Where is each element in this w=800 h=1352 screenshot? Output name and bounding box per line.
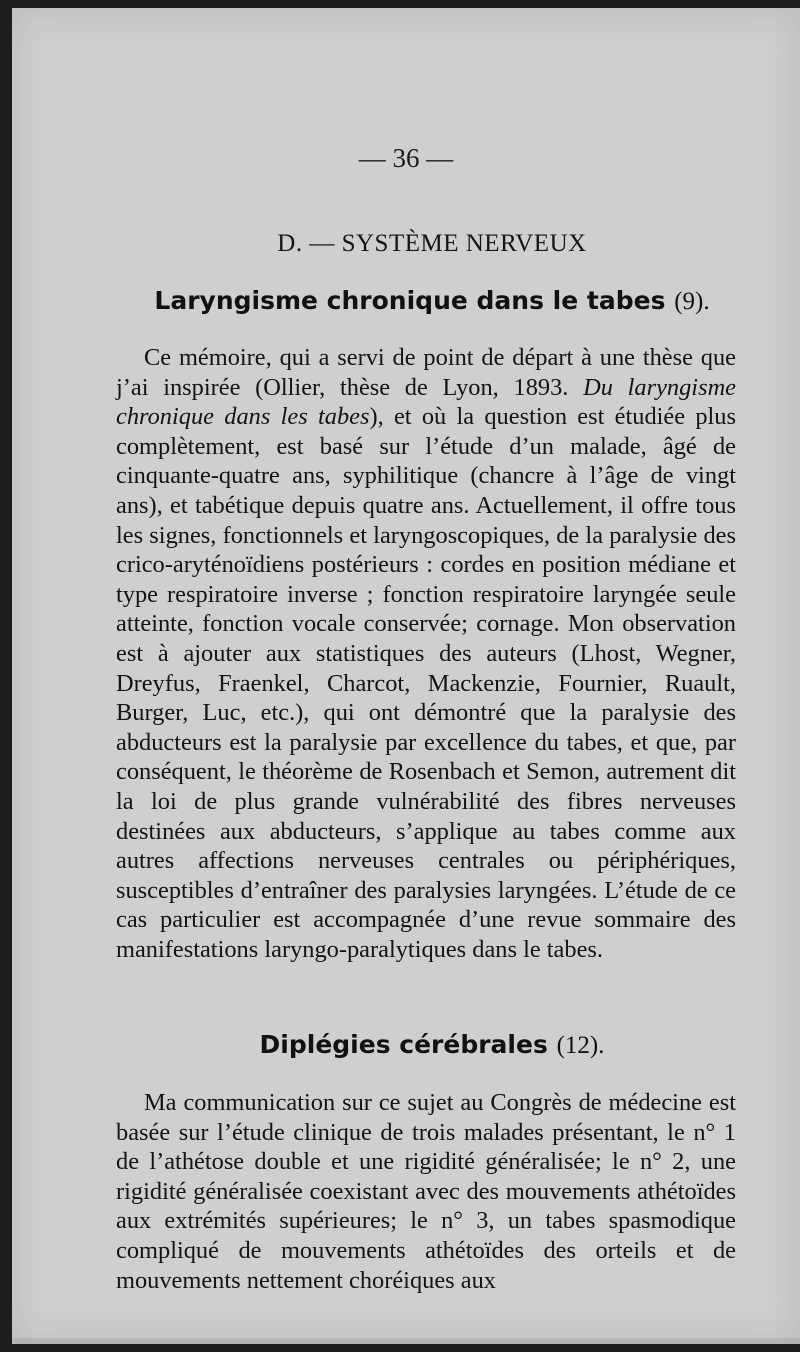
- page-edge: [12, 1338, 800, 1344]
- book-page: [12, 8, 800, 1344]
- section-heading: D. — SYSTÈME NERVEUX: [277, 230, 587, 257]
- article-paragraph-laryngisme: [116, 343, 736, 964]
- article-title-laryngisme: [12, 286, 800, 316]
- paragraph-text: Ce mémoire, qui a servi de point de départ à une thèse que j’ai inspirée (Ollier, thèse de Lyon, 1893.: [116, 344, 736, 401]
- article-reference: (9).: [674, 288, 710, 315]
- page-number: — 36 —: [358, 143, 454, 173]
- article-reference: (12).: [556, 1032, 605, 1059]
- article-paragraph-diplegies: [116, 1088, 736, 1295]
- article-title-text: Laryngisme chronique dans le tabes: [154, 286, 666, 315]
- article-title-text: Diplégies cérébrales: [259, 1030, 548, 1059]
- paragraph-text: ), et où la question est étudiée plus complètement, est basé sur l’étude d’un malade, âgé de cinquante-quatre ans, syphilitique (chancre à l’âge de vingt ans), et tabétique depuis quatre ans. Actuellement, il offre tous les signes, fonctionnels et laryngoscopiques, de la paralysie des crico-aryténoïdiens postérieurs : cordes en position médiane et type respiratoire inverse ; fonction respiratoire laryngée seule atteinte, fonction vocale conservée; cornage. Mon observation est à ajouter aux statistiques des auteurs (Lhost, Wegner, Dreyfus, Fraenkel, Charcot, Mackenzie, Fournier, Ruault, Burger, Luc, etc.), qui ont démontré que la paralysie des abducteurs est la paralysie par excellence du tabes, et que, par conséquent, le théorème de Rosenbach et Semon, autrement dit la loi de plus grande vulnérabilité des fibres nerveuses destinées aux abducteurs, s’applique au tabes comme aux autres affections nerveuses centrales ou périphériques, susceptibles d’entraîner des paralysies laryngées. L’étude de ce cas particulier est accompagnée d’une revue sommaire des manifestations laryngo-paralytiques dans le tabes.: [116, 403, 736, 963]
- article-title-diplegies: [12, 1030, 800, 1060]
- cited-thesis-title: Du laryngisme chronique dans les tabes: [116, 373, 737, 431]
- paragraph-text: Ma communication sur ce sujet au Congrès de médecine est basée sur l’étude clinique de trois malades présentant, le n° 1 de l’athétose double et une rigidité généralisée; le n° 2, une rigidité généralisée coexistant avec des mouvements athétoïdes aux extrémités supérieures; le n° 3, un tabes spasmodique compliqué de mouvements athétoïdes des orteils et de mouvements nettement choréiques aux: [116, 1089, 736, 1294]
